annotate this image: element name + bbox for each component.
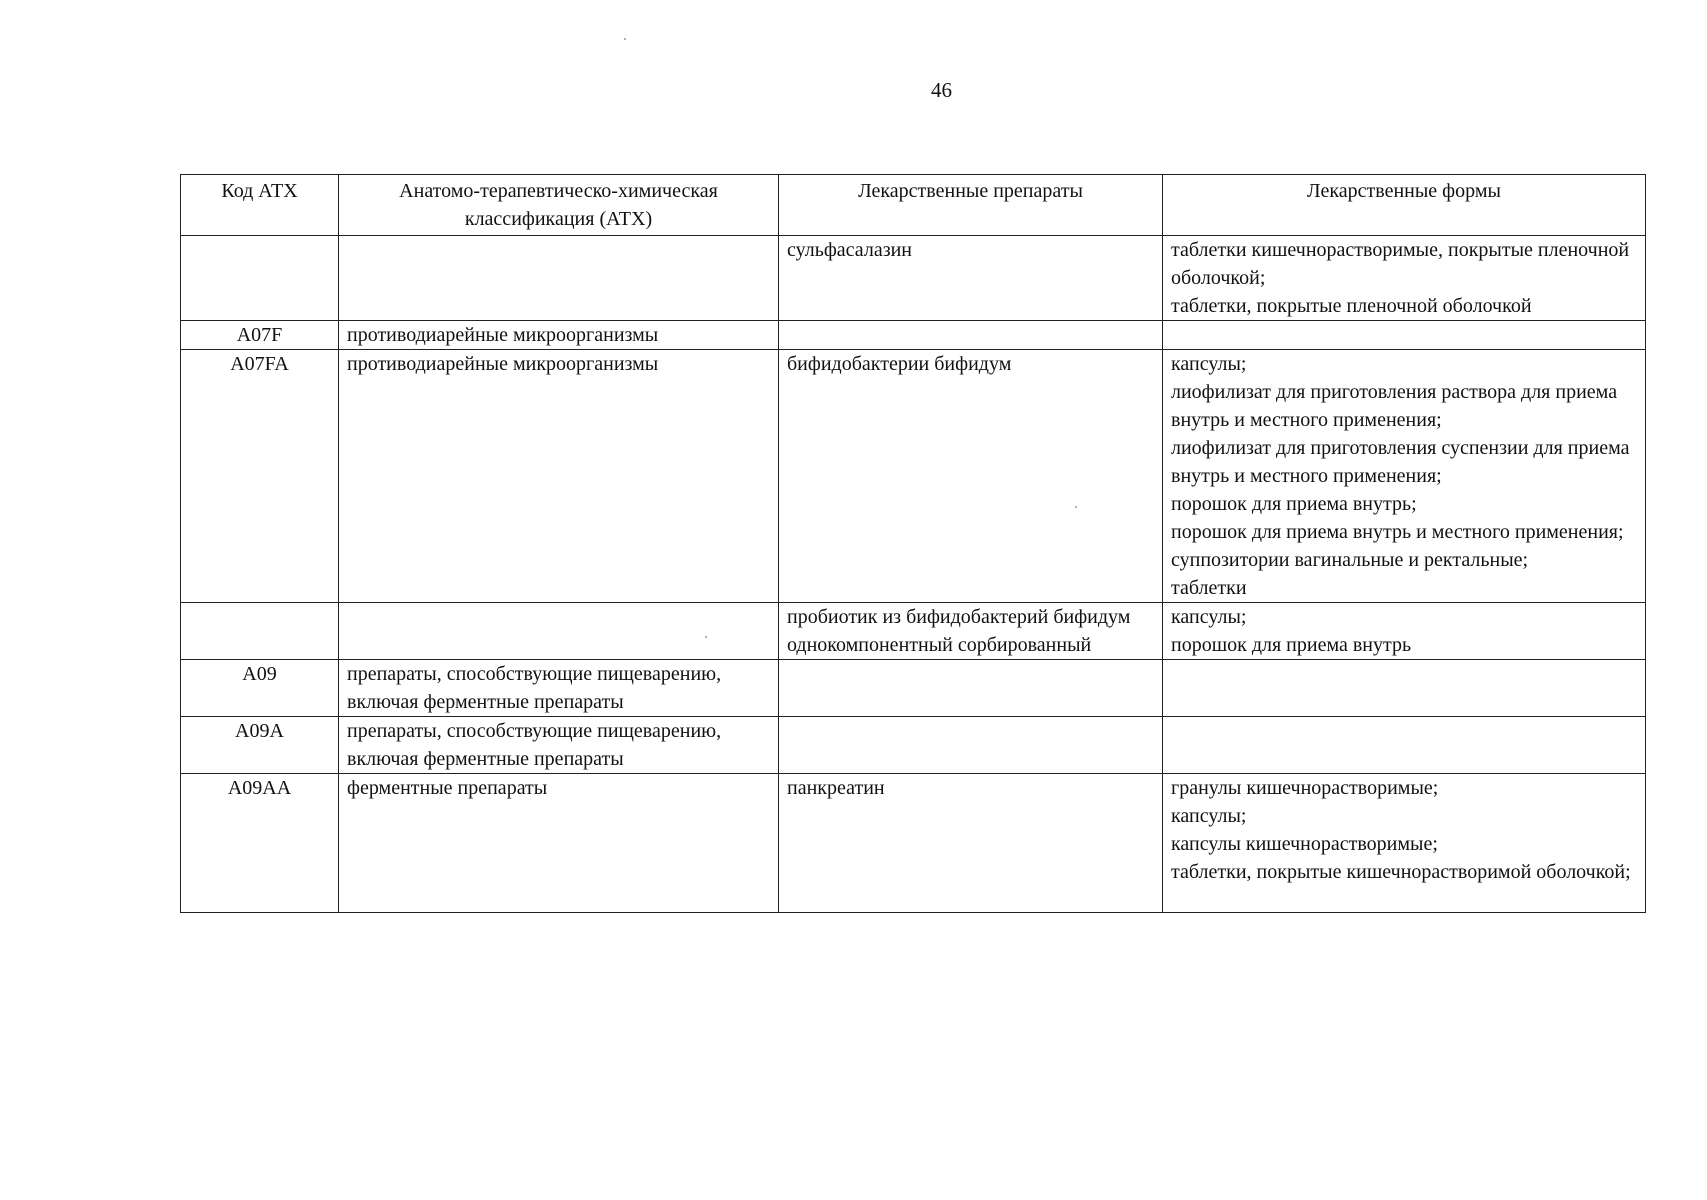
atx-drug-table <box>180 174 1646 913</box>
classification-cell: ферментные препараты <box>339 774 779 913</box>
atx-code-cell <box>181 603 339 660</box>
atx-code-cell: A09AA <box>181 774 339 913</box>
scan-speck <box>624 38 626 40</box>
drug-cell: сульфасалазин <box>779 236 1163 321</box>
dosage-forms-cell <box>1163 717 1646 774</box>
classification-cell: препараты, способствующие пищеварению, включая ферментные препараты <box>339 717 779 774</box>
table-row <box>181 321 1646 350</box>
classification-cell <box>339 236 779 321</box>
table-row <box>181 236 1646 321</box>
drug-cell <box>779 660 1163 717</box>
dosage-forms-cell: капсулы; порошок для приема внутрь <box>1163 603 1646 660</box>
scan-speck <box>1075 506 1077 508</box>
header-atx-classification: Анатомо-терапевтическо-химическая классификация (АТХ) <box>339 175 779 236</box>
page-number: 46 <box>931 78 952 102</box>
atx-code-cell: A09 <box>181 660 339 717</box>
header-drugs: Лекарственные препараты <box>779 175 1163 236</box>
table-row <box>181 603 1646 660</box>
drug-cell <box>779 321 1163 350</box>
table-row <box>181 660 1646 717</box>
atx-code-cell: A09A <box>181 717 339 774</box>
atx-code-cell <box>181 236 339 321</box>
table-header-row <box>181 175 1646 236</box>
classification-cell: препараты, способствующие пищеварению, включая ферментные препараты <box>339 660 779 717</box>
drug-cell: бифидобактерии бифидум <box>779 350 1163 603</box>
drug-cell: панкреатин <box>779 774 1163 913</box>
dosage-forms-cell <box>1163 321 1646 350</box>
classification-cell: противодиарейные микроорганизмы <box>339 321 779 350</box>
table-row <box>181 774 1646 913</box>
table-row <box>181 350 1646 603</box>
dosage-forms-cell <box>1163 660 1646 717</box>
dosage-forms-cell: таблетки кишечнорастворимые, покрытые пленочной оболочкой; таблетки, покрытые пленочной оболочкой <box>1163 236 1646 321</box>
classification-cell <box>339 603 779 660</box>
dosage-forms-cell: гранулы кишечнорастворимые; капсулы; капсулы кишечнорастворимые; таблетки, покрытые кишечнорастворимой оболочкой; <box>1163 774 1646 913</box>
atx-code-cell: A07F <box>181 321 339 350</box>
atx-code-cell: A07FA <box>181 350 339 603</box>
header-dosage-forms: Лекарственные формы <box>1163 175 1646 236</box>
table-row <box>181 717 1646 774</box>
scan-speck <box>705 636 707 638</box>
classification-cell: противодиарейные микроорганизмы <box>339 350 779 603</box>
drug-cell: пробиотик из бифидобактерий бифидум однокомпонентный сорбированный <box>779 603 1163 660</box>
drug-cell <box>779 717 1163 774</box>
header-atx-code: Код АТХ <box>181 175 339 236</box>
dosage-forms-cell: капсулы; лиофилизат для приготовления раствора для приема внутрь и местного применения; лиофилизат для приготовления суспензии для приема внутрь и местного применения; порошок для приема внутрь; порошок для приема внутрь и местного применения; суппозитории вагинальные и ректальные; таблетки <box>1163 350 1646 603</box>
